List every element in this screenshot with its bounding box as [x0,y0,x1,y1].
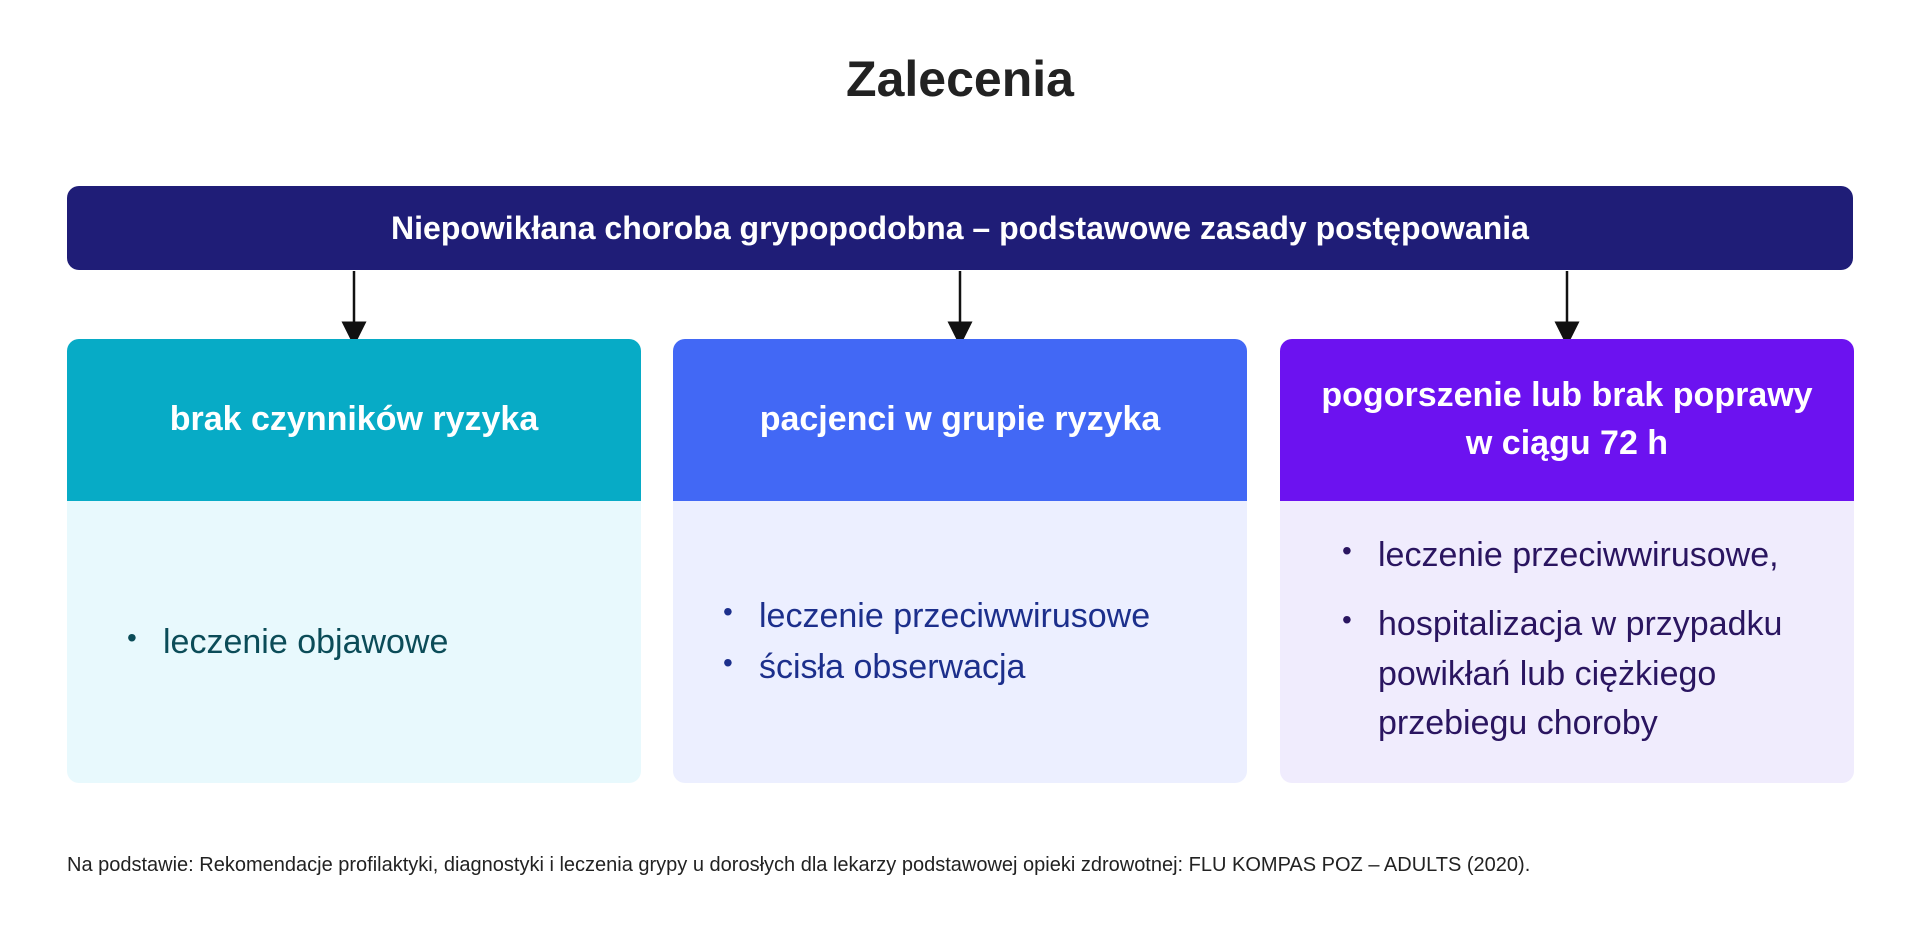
column-body [673,501,1247,783]
column-risk-group [673,339,1247,783]
page-title: Zalecenia [846,51,1074,107]
column-no-risk-factors [67,339,641,783]
bullet-list [127,617,448,668]
column-body [1280,501,1854,783]
list-item: • leczenie przeciwwirusowe [723,591,1150,642]
header-text: Niepowikłana choroba grypopodobna – podstawowe zasady postępowania [391,209,1529,246]
bullet-list [1342,531,1818,768]
column-heading: pogorszenie lub brak poprawy w ciągu 72 h [1280,339,1854,501]
list-item: • hospitalizacja w przypadku powikłań lub ciężkiego przebiegu choroby [1342,600,1818,748]
column-heading: brak czynników ryzyka [67,339,641,501]
bullet-list [723,591,1150,693]
header-box [67,186,1853,270]
list-item: • leczenie przeciwwirusowe, [1342,531,1818,580]
list-item: • leczenie objawowe [127,617,448,668]
column-worsening [1280,339,1854,783]
column-body [67,501,641,783]
column-heading: pacjenci w grupie ryzyka [673,339,1247,501]
list-item: • ścisła obserwacja [723,642,1150,693]
source-footnote: Na podstawie: Rekomendacje profilaktyki, diagnostyki i leczenia grypy u dorosłych dla lekarzy podstawowej opieki zdrowotnej: FLU KOMPAS POZ – ADULTS (2020). [67,854,1531,876]
